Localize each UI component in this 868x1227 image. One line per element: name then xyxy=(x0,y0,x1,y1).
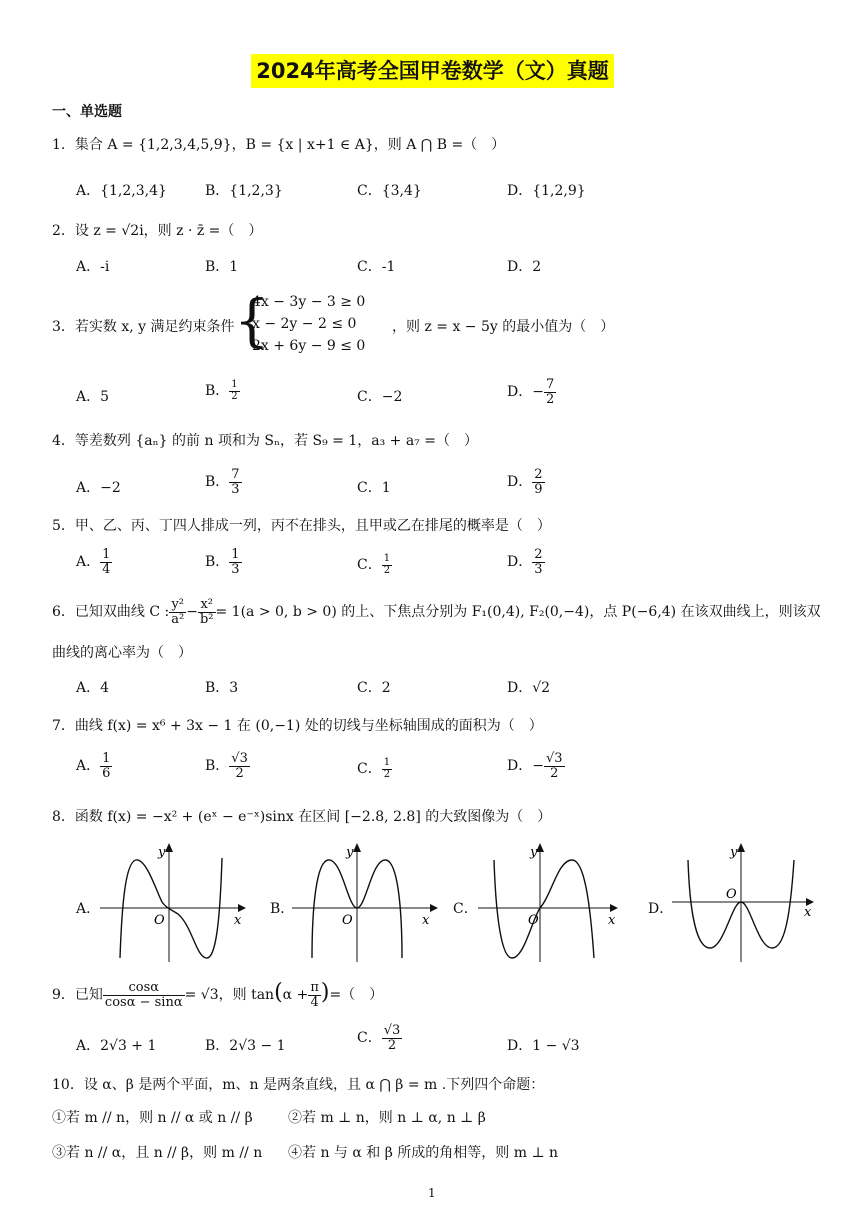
question-8-stem: 8．函数 f(x) = −x² + (eˣ − e⁻ˣ)sinx 在区间 [−2.8, 2.8] 的大致图像为（ ） xyxy=(52,809,552,825)
question-3-post: ，则 z = x − 5y 的最小值为（ ） xyxy=(392,319,615,335)
q3-option-d: D．− $\frac{7}{2}$ xyxy=(507,377,555,407)
q5-option-b: B． $\frac{1}{3}$ xyxy=(205,547,240,577)
q4-option-a: A．−2 xyxy=(76,480,121,496)
q9-option-b: B．2√3 − 1 xyxy=(205,1038,286,1054)
q8-c-x-label: x xyxy=(608,913,616,928)
constraint-brace: { xyxy=(234,289,270,354)
q8-label-b: B． xyxy=(270,901,295,917)
question-4-stem: 4．等差数列 {aₙ} 的前 n 项和为 Sₙ，若 S₉ = 1，a₃ + a₇ =（ ） xyxy=(52,433,478,449)
q1-option-d: D．{1,2,9} xyxy=(507,183,586,199)
page-number: 1 xyxy=(428,1186,436,1200)
q4-option-c: C．1 xyxy=(357,480,391,496)
q3-constraint-2: x − 2y − 2 ≤ 0 xyxy=(252,316,357,332)
question-6-line-2: 曲线的离心率为（ ） xyxy=(52,645,192,661)
question-7-stem: 7．曲线 f(x) = x⁶ + 3x − 1 在 (0,−1) 处的切线与坐标轴围成的面积为（ ） xyxy=(52,718,543,734)
q4-option-d: D． $\frac{2}{9}$ xyxy=(507,467,543,497)
q2-option-c: C．-1 xyxy=(357,259,396,275)
question-1-stem: 1．集合 A = {1,2,3,4,5,9}，B = {x | x+1 ∈ A}，则 A ⋂ B =（ ） xyxy=(52,137,506,153)
q8-a-origin: O xyxy=(154,913,165,928)
q8-graph-a xyxy=(98,840,248,965)
q2-option-a: A．-i xyxy=(76,259,110,275)
q6-option-c: C．2 xyxy=(357,680,391,696)
q8-d-y-label: y xyxy=(730,845,738,860)
q6-option-a: A．4 xyxy=(76,680,110,696)
q1-option-a: A．{1,2,3,4} xyxy=(76,183,167,199)
q8-c-origin: O xyxy=(528,913,539,928)
q5-option-a: A． $\frac{1}{4}$ xyxy=(76,547,111,577)
q9-option-c: C． $\frac{√3}{2}$ xyxy=(357,1023,401,1053)
section-heading: 一、单选题 xyxy=(52,104,122,120)
q6-option-b: B．3 xyxy=(205,680,239,696)
question-5-stem: 5．甲、乙、丙、丁四人排成一列，丙不在排头，且甲或乙在排尾的概率是（ ） xyxy=(52,518,551,534)
q8-a-y-label: y xyxy=(158,845,166,860)
q3-option-b: B． $\frac{1}{2}$ xyxy=(205,379,238,402)
q3-option-a: A．5 xyxy=(76,389,110,405)
q10-proposition-3: ③若 n // α，且 n // β，则 m // n xyxy=(52,1145,263,1161)
q8-b-origin: O xyxy=(342,913,353,928)
q8-graph-d xyxy=(670,840,820,965)
question-9-stem: 9．已知 $\frac{\cos\alpha}{\cos\alpha - \sin\alpha}$ = √3，则 tan(α + $\frac{\pi}{4}$ )=（ ） xyxy=(52,979,384,1010)
q8-d-x-label: x xyxy=(804,905,812,920)
q8-c-y-label: y xyxy=(530,845,538,860)
q8-label-a: A． xyxy=(76,901,101,917)
q4-option-b: B． $\frac{7}{3}$ xyxy=(205,467,240,497)
question-2-stem: 2．设 z = √2i，则 z · z̄ =（ ） xyxy=(52,223,263,239)
q2-option-d: D．2 xyxy=(507,259,542,275)
q8-graph-c xyxy=(476,840,626,965)
q10-proposition-2: ②若 m ⊥ n，则 n ⊥ α, n ⊥ β xyxy=(288,1110,486,1126)
q7-option-a: A． $\frac{1}{6}$ xyxy=(76,751,111,781)
q8-d-origin: O xyxy=(726,887,737,902)
q8-b-y-label: y xyxy=(346,845,354,860)
q5-option-c: C． $\frac{1}{2}$ xyxy=(357,553,391,576)
q7-option-b: B． $\frac{√3}{2}$ xyxy=(205,751,248,781)
question-6-line-1: 6．已知双曲线 C : $\frac{\text{y²}}{\text{a²}}$ − $\frac{\text{x²}}{\text{b²}}$ = 1(a > 0, b > 0) 的上、下焦点分别为 F₁(0,4), F₂(0,−4)，点 P(−6,4) 在该双曲线上，则该双 xyxy=(52,597,821,627)
q8-b-x-label: x xyxy=(422,913,430,928)
q8-a-x-label: x xyxy=(234,913,242,928)
question-10-stem: 10．设 α、β 是两个平面，m、n 是两条直线，且 α ⋂ β = m .下列四个命题： xyxy=(52,1077,545,1093)
q10-proposition-4: ④若 n 与 α 和 β 所成的角相等，则 m ⊥ n xyxy=(288,1145,559,1161)
q7-option-d: D．− $\frac{√3}{2}$ xyxy=(507,751,563,781)
q6-option-d: D．√2 xyxy=(507,680,551,696)
q8-label-d: D． xyxy=(648,901,674,917)
q1-option-b: B．{1,2,3} xyxy=(205,183,283,199)
q1-option-c: C．{3,4} xyxy=(357,183,422,199)
q10-proposition-1: ①若 m // n，则 n // α 或 n // β xyxy=(52,1110,253,1126)
q8-graph-b xyxy=(290,840,440,965)
q2-option-b: B．1 xyxy=(205,259,239,275)
question-3-pre: 3．若实数 x, y 满足约束条件 xyxy=(52,319,235,335)
q9-option-d: D．1 − √3 xyxy=(507,1038,580,1054)
q3-constraint-1: 4x − 3y − 3 ≥ 0 xyxy=(252,294,366,310)
q3-option-c: C．−2 xyxy=(357,389,403,405)
q9-option-a: A．2√3 + 1 xyxy=(76,1038,157,1054)
q7-option-c: C． $\frac{1}{2}$ xyxy=(357,757,391,780)
q8-label-c: C． xyxy=(453,901,478,917)
q5-option-d: D． $\frac{2}{3}$ xyxy=(507,547,543,577)
q8-c-curve xyxy=(494,860,594,958)
q3-constraint-3: 2x + 6y − 9 ≤ 0 xyxy=(252,338,366,354)
page-title: 2024年高考全国甲卷数学（文）真题 xyxy=(251,54,614,88)
